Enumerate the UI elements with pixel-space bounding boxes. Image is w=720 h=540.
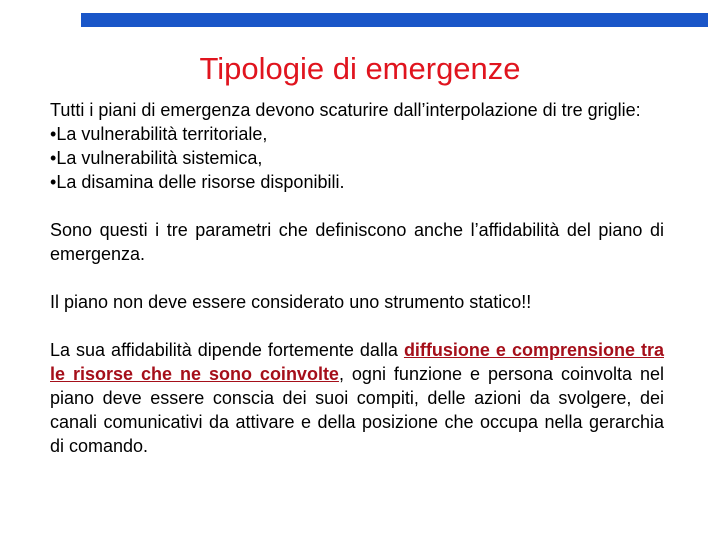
reliability-text-start: La sua affidabilità dipende fortemente dalla (50, 340, 404, 360)
spacer (50, 314, 664, 338)
bullet-marker: • (50, 148, 57, 168)
parameters-paragraph: Sono questi i tre parametri che definiscono anche l’affidabilità del piano di emergenza. (50, 220, 664, 264)
slide-title: Tipologie di emergenze (199, 51, 521, 86)
slide-content (50, 98, 664, 458)
bullet-marker: • (50, 172, 57, 192)
reliability-text-end: , ogni funzione e persona coinvolta nel piano deve essere conscia dei suoi compiti, delle azioni da svolgere, dei canali comunicativi da attivare e della posizione che occupa nella gerarchia di comando. (50, 364, 664, 456)
bullet-text: La disamina delle risorse disponibili. (56, 172, 345, 192)
bullet-text: La vulnerabilità territoriale, (56, 124, 268, 144)
reliability-paragraph (50, 338, 664, 458)
static-warning-paragraph: Il piano non deve essere considerato uno strumento statico!! (50, 292, 532, 312)
spacer (50, 194, 664, 218)
header-accent-bar (81, 13, 708, 27)
intro-paragraph: Tutti i piani di emergenza devono scaturire dall’interpolazione di tre griglie: (50, 100, 641, 120)
bullet-list (50, 122, 664, 194)
bullet-item (50, 170, 664, 194)
spacer (50, 266, 664, 290)
emphasized-text: diffusione e comprensione tra le risorse che ne sono coinvolte (50, 340, 664, 384)
bullet-marker: • (50, 124, 57, 144)
bullet-text: La vulnerabilità sistemica, (56, 148, 263, 168)
bullet-item (50, 122, 664, 146)
bullet-item (50, 146, 664, 170)
